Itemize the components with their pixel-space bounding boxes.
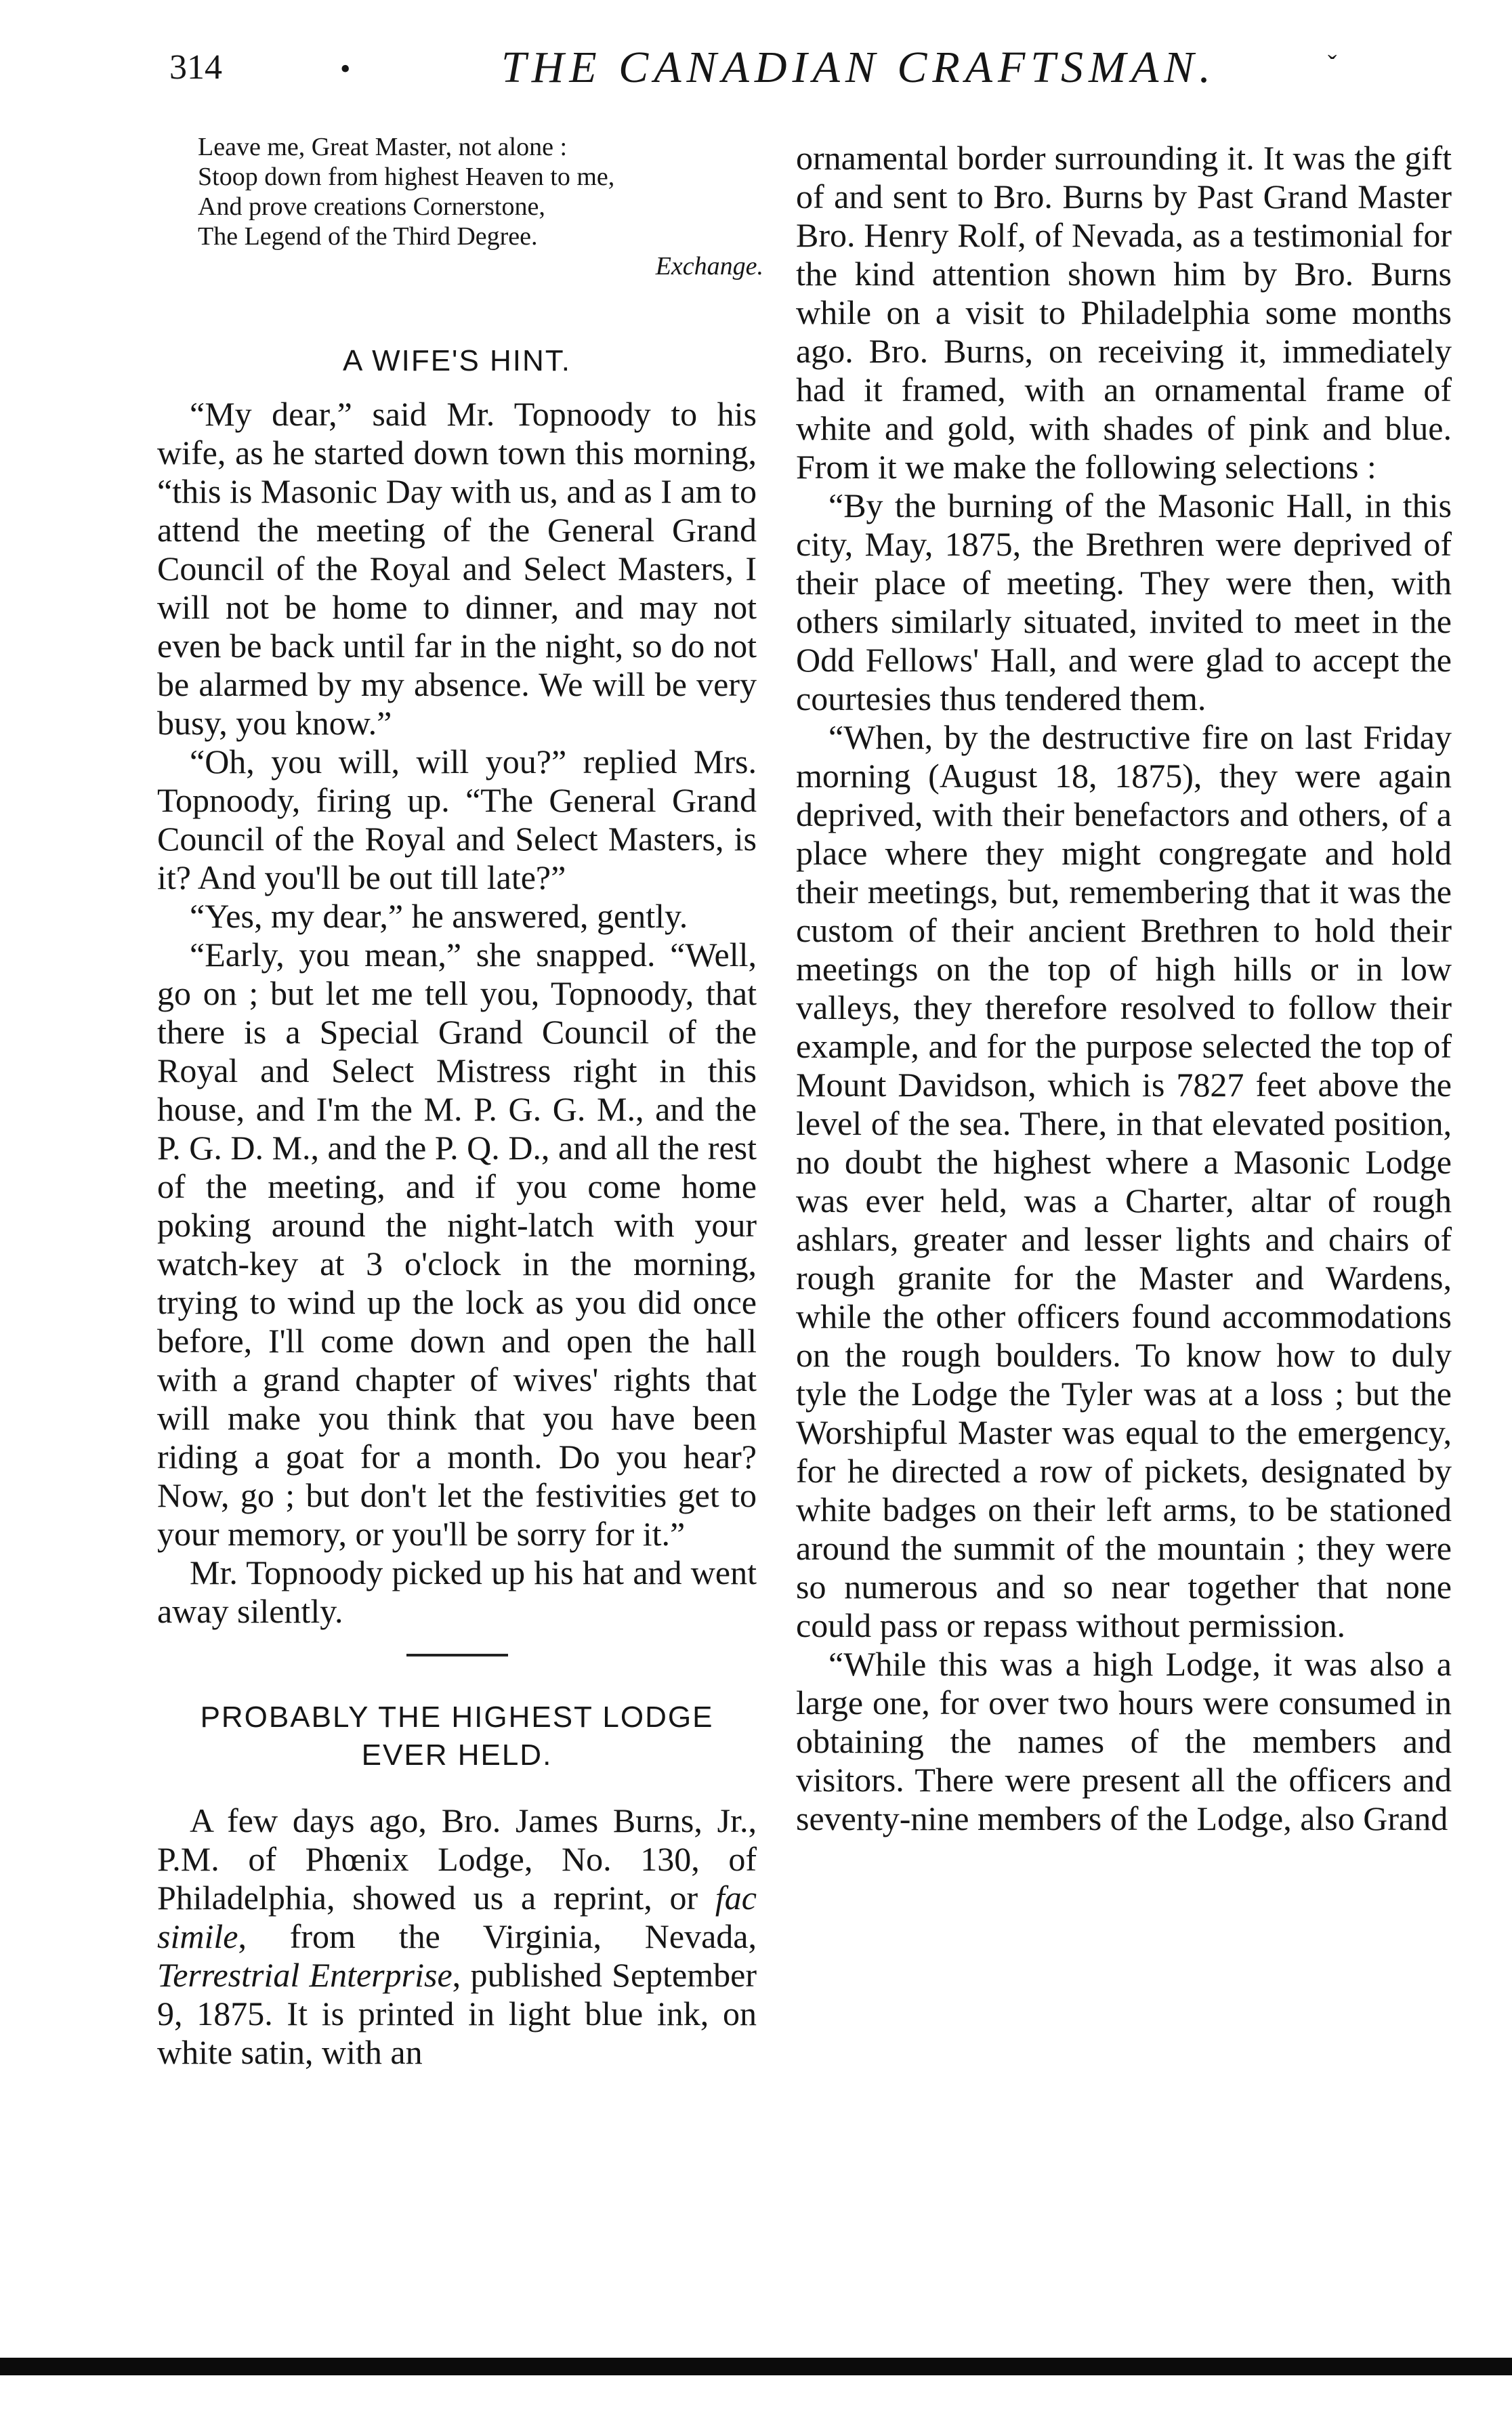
article-title-wifes-hint: A WIFE'S HINT. [342, 344, 572, 377]
publication-name: Terrestrial Enterprise [157, 1956, 453, 1994]
poem-line: Leave me, Great Master, not alone : [198, 133, 568, 161]
print-mark: ˇ [1328, 49, 1337, 80]
page-header [163, 42, 1409, 117]
article-paragraph: “While this was a high Lodge, it was also a large one, for over two hours were consumed in obtaining the names of the members and visitors. There were present all the officers and seventy-nine members of the Lodge, also Grand [796, 1645, 1452, 1837]
fac-simile-phrase: fac simile [157, 1879, 757, 1955]
paragraph-text: , published September 9, 1875. It is printed in light blue ink, on white satin, with an [157, 1956, 757, 2071]
article-paragraph-start [157, 1801, 757, 2072]
title-line: PROBABLY THE HIGHEST LODGE [200, 1701, 714, 1734]
scan-edge-bar [0, 2358, 1512, 2375]
page-number: 314 [169, 48, 222, 87]
title-line: EVER HELD. [361, 1738, 553, 1772]
paragraph-text: , from the Virginia, Nevada, [238, 1917, 757, 1955]
article-paragraph: “When, by the destructive fire on last Friday morning (August 18, 1875), they were again deprived, with their benefactors and others, of a place where they might congregate and hold their meetings, but, remembering that it was the custom of their ancient Brethren to hold their meetings on the top of high hills or in low valleys, they therefore resolved to follow their example, and for the purpose selected the top of Mount Davidson, which is 7827 feet above the level of the sea. There, in that elevated position, no doubt the highest where a Masonic Lodge was ever held, was a Charter, altar of rough ashlars, greater and lesser lights and chairs of rough granite for the Master and Wardens, while the other officers found accommodations on the rough boulders. To know how to duly tyle the Lodge the Tyler was at a loss ; but the Worshipful Master was equal to the emergency, for he directed a row of pickets, designated by white badges on their left arms, to be stationed around the summit of the mountain ; they were so numerous and so near together that none could pass or repass without permission. [796, 718, 1452, 1644]
section-divider [406, 1654, 508, 1656]
poem-credit: Exchange. [655, 252, 763, 280]
poem-excerpt [198, 132, 763, 281]
running-title: THE CANADIAN CRAFTSMAN. [501, 43, 1216, 92]
article-paragraph: “By the burning of the Masonic Hall, in this city, May, 1875, the Brethren were deprived of their place of meeting. They were then, with others similarly situated, invited to meet in the Odd Fellows' Hall, and were glad to accept the courtesies thus tendered them. [796, 486, 1452, 717]
right-column [796, 139, 1452, 1838]
poem-line: Stoop down from highest Heaven to me, [198, 163, 615, 191]
article-paragraph: “Early, you mean,” she snapped. “Well, go on ; but let me tell you, Topnoody, that there is a Special Grand Council of the Royal and Select Mistress right in this house, and I'm the M. P. G. G. M., and the P. G. D. M., and the P. Q. D., and all the rest of the meeting, and if you come home poking around the night-latch with your watch-key at 3 o'clock in the morning, trying to wind up the lock as you did once before, I'll come down and open the hall with a grand chapter of wives' rights that will make you think that you have been riding a goat for a month. Do you hear? Now, go ; but don't let the festivities get to your memory, or you'll be sorry for it.” [157, 936, 757, 1553]
article-paragraph: “Yes, my dear,” he answered, gently. [190, 897, 688, 935]
article-paragraph: Mr. Topnoody picked up his hat and went away silently. [157, 1554, 757, 1630]
bullet-mark: • [340, 52, 351, 85]
article-paragraph: “Oh, you will, will you?” replied Mrs. Topnoody, firing up. “The General Grand Council of the Royal and Select Masters, is it? And you'll be out till late?” [157, 743, 757, 896]
article-title-highest-lodge [157, 1698, 757, 1774]
poem-line: And prove creations Cornerstone, [198, 192, 545, 221]
poem-line: The Legend of the Third Degree. [198, 222, 538, 251]
article-paragraph-continued: ornamental border surrounding it. It was the gift of and sent to Bro. Burns by Past Grand Master Bro. Henry Rolf, of Nevada, as a testimonial for the kind attention shown him by Bro. Burns while on a visit to Philadelphia some months ago. Bro. Burns, on receiving it, immediately had it framed, with an ornamental frame of white and gold, with shades of pink and blue. From it we make the following selections : [796, 139, 1452, 486]
paragraph-text: A few days ago, Bro. James Burns, Jr., P.M. of Phœnix Lodge, No. 130, of Philadelphia, showed us a reprint, or [157, 1801, 757, 1917]
left-column [157, 132, 763, 2072]
article-paragraph: “My dear,” said Mr. Topnoody to his wife, as he started down town this morning, “this is Masonic Day with us, and as I am to attend the meeting of the General Grand Council of the Royal and Select Masters, I will not be home to dinner, and may not even be back until far in the night, so do not be alarmed by my absence. We will be very busy, you know.” [157, 395, 757, 742]
